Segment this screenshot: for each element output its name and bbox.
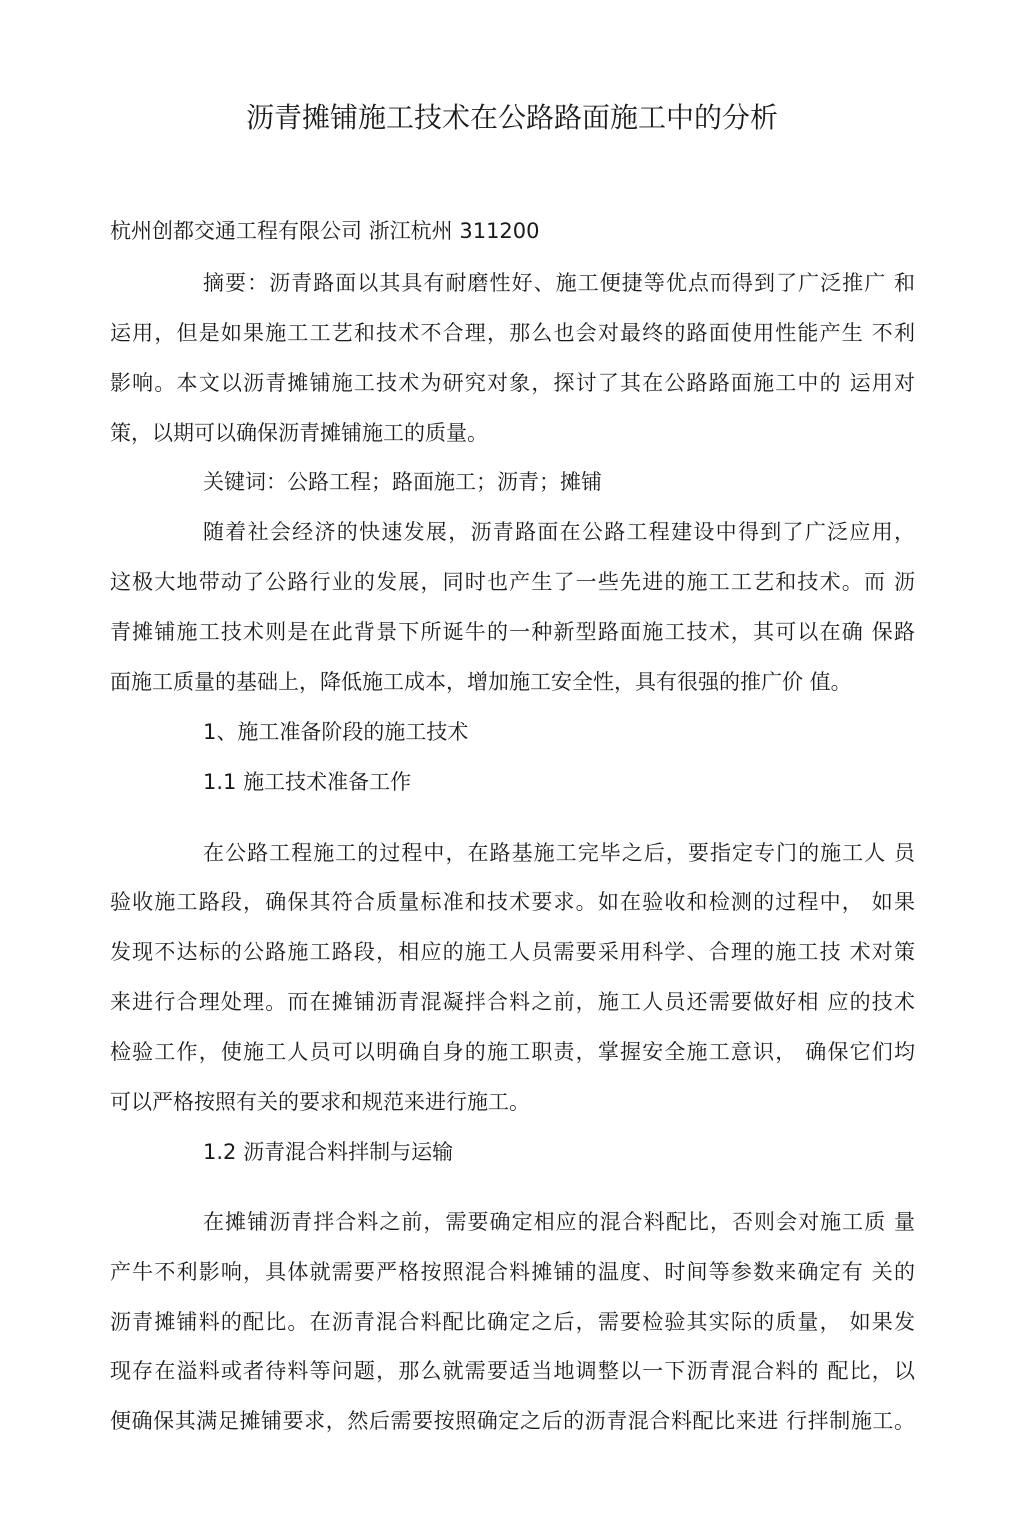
intro-line: 面施工质量的基础上，降低施工成本，增加施工安全性，具有很强的推广价 值。 (110, 670, 852, 694)
body-line: 验收施工路段，确保其符合质量标准和技术要求。如在验收和检测的过程中， 如果 (110, 890, 915, 914)
body-line: 沥青摊铺料的配比。在沥青混合料配比确定之后，需要检验其实际的质量， 如果发 (110, 1310, 915, 1334)
body-line: 来进行合理处理。而在摊铺沥青混凝拌合料之前，施工人员还需要做好相 应的技术 (110, 990, 915, 1014)
subsection-heading: 1.1 施工技术准备工作 (203, 770, 412, 794)
body-line: 在摊铺沥青拌合料之前，需要确定相应的混合料配比，否则会对施工质 量 (203, 1210, 915, 1234)
body-line: 现存在溢料或者待料等问题，那么就需要适当地调整以一下沥青混合料的 配比，以 (110, 1359, 915, 1383)
body-line: 便确保其满足摊铺要求，然后需要按照确定之后的沥青混合料配比来进 行拌制施工。 (110, 1409, 915, 1433)
body-line: 在公路工程施工的过程中，在路基施工完毕之后，要指定专门的施工人 员 (203, 841, 915, 865)
intro-line: 随着社会经济的快速发展，沥青路面在公路工程建设中得到了广泛应用， (203, 520, 915, 544)
abstract-line: 摘要：沥青路面以其具有耐磨性好、施工便捷等优点而得到了广泛推广 和 (203, 271, 915, 295)
section-heading: 1、施工准备阶段的施工技术 (203, 720, 469, 744)
subsection-heading: 1.2 沥青混合料拌制与运输 (203, 1140, 454, 1164)
body-line: 检验工作，使施工人员可以明确自身的施工职责，掌握安全施工意识， 确保它们均 (110, 1040, 915, 1064)
body-line: 产牛不利影响，具体就需要严格按照混合料摊铺的温度、时间等参数来确定有 关的 (110, 1260, 915, 1284)
affiliation: 杭州创都交通工程有限公司 浙江杭州 311200 (110, 219, 540, 243)
abstract-line: 策，以期可以确保沥青摊铺施工的质量。 (110, 421, 488, 445)
document-title: 沥青摊铺施工技术在公路路面施工中的分析 (245, 101, 778, 134)
intro-line: 青摊铺施工技术则是在此背景下所诞牛的一种新型路面施工技术，其可以在确 保路 (110, 620, 915, 644)
keywords: 关键词：公路工程；路面施工；沥青；摊铺 (203, 470, 602, 494)
abstract-line: 运用，但是如果施工工艺和技术不合理，那么也会对最终的路面使用性能产生 不利 (110, 321, 915, 345)
body-line: 发现不达标的公路施工路段，相应的施工人员需要采用科学、合理的施工技 术对策 (110, 940, 915, 964)
intro-line: 这极大地带动了公路行业的发展，同时也产生了一些先进的施工工艺和技术。而 沥 (110, 570, 915, 594)
body-line: 可以严格按照有关的要求和规范来进行施工。 (110, 1090, 530, 1114)
abstract-line: 影响。本文以沥青摊铺施工技术为研究对象，探讨了其在公路路面施工中的 运用对 (110, 371, 915, 395)
